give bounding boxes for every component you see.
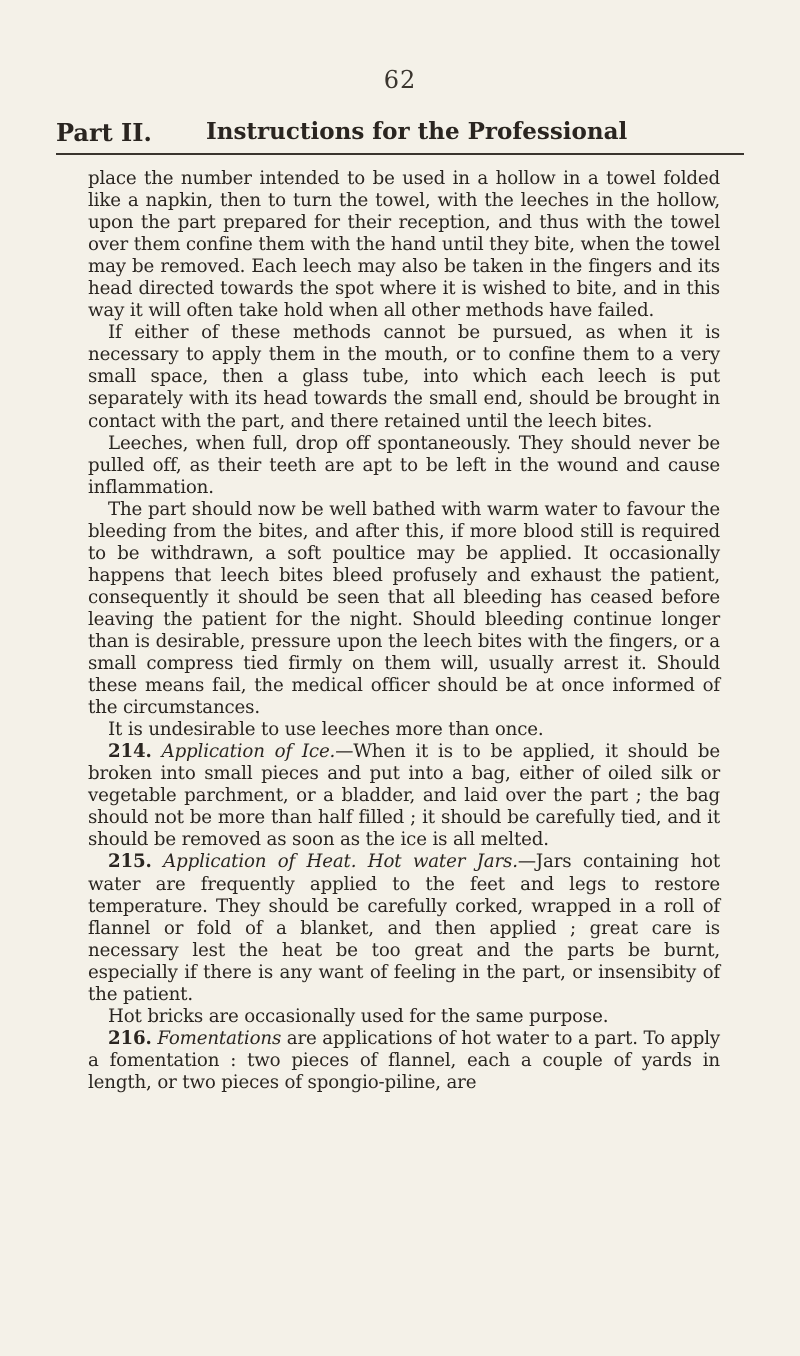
section-text-ice: —When it is to be applied, it should be broken into small pieces and put into a bag, either of oiled silk or vegetable parchment, or a bladder, and laid over the part ; the bag should not be more than half filled ; it should be carefully tied, and it should be removed as soon as the ice is all melted. [88, 741, 721, 851]
page-number: 62 [383, 66, 417, 94]
paragraph-glass-tube: If either of these methods cannot be pursued, as when it is necessary to apply them in the mouth, or to confine them to a very small space, then a glass tube, into which each leech is put separately with its head towards the small end, should be brought in contact with the part, and there retained until the leech bites. [88, 322, 720, 432]
paragraph-216 [88, 1028, 720, 1094]
body-text [88, 168, 720, 1094]
paragraph-bathing: The part should now be well bathed with warm water to favour the bleeding from the bites, and after this, if more blood still is required to be withdrawn, a soft poultice may be applied. It occasionally happens that leech bites bleed profusely and exhaust the patient, consequently it should be seen that all bleeding has ceased before leaving the patient for the night. Should bleeding continue longer than is desirable, pressure upon the leech bites with the fingers, or a small compress tied firmly on them will, usually arrest it. Should these means fail, the medical officer should be at once informed of the circumstances. [88, 498, 720, 719]
section-title-ice: Application of Ice. [161, 741, 336, 763]
paragraph-hot-bricks: Hot bricks are occasionally used for the same purpose. [108, 1005, 609, 1027]
section-text-fomentations: are applications of hot water to a part. To apply a fomentation : two pieces of flannel, each a couple of yards in length, or two pieces of spongio-piline, are [88, 1027, 720, 1093]
part-label: Part II. [56, 118, 152, 147]
section-title: Instructions for the Professional [206, 118, 628, 145]
section-number-215: 215. [108, 851, 152, 873]
paragraph-leeches-full: Leeches, when full, drop off spontaneously. They should never be pulled off, as their teeth are apt to be left in the wound and cause inflammation. [88, 432, 720, 498]
section-title-fomentations: Fomentations [157, 1027, 282, 1049]
paragraph-215 [88, 851, 720, 1005]
section-number-216: 216. [108, 1027, 152, 1049]
running-header [56, 118, 746, 150]
paragraph-leech-towel: place the number intended to be used in a hollow in a towel folded like a napkin, then to turn the towel, with the leeches in the hollow, upon the part prepared for their reception, and thus with the towel over them confine them with the hand until they bite, when the towel may be removed. Each leech may also be taken in the fingers and its head directed towards the spot where it is wished to bite, and in this way it will often take hold when all other methods have failed. [88, 168, 720, 322]
section-text-heat: —Jars containing hot water are frequently applied to the feet and legs to restore temperature. They should be carefully corked, wrapped in a roll of flannel or fold of a blanket, and then applied ; great care is necessary lest the heat be too great and the parts be burnt, especially if there is any want of feeling in the part, or insensibity of the patient. [88, 851, 720, 1005]
section-subtitle-jars: Hot water Jars. [367, 851, 518, 873]
section-number-214: 214. [108, 741, 152, 763]
paragraph-214 [88, 741, 720, 851]
paragraph-reuse: It is undesirable to use leeches more than once. [108, 719, 544, 741]
section-title-heat: Application of Heat. [163, 851, 357, 873]
header-rule [56, 153, 744, 155]
